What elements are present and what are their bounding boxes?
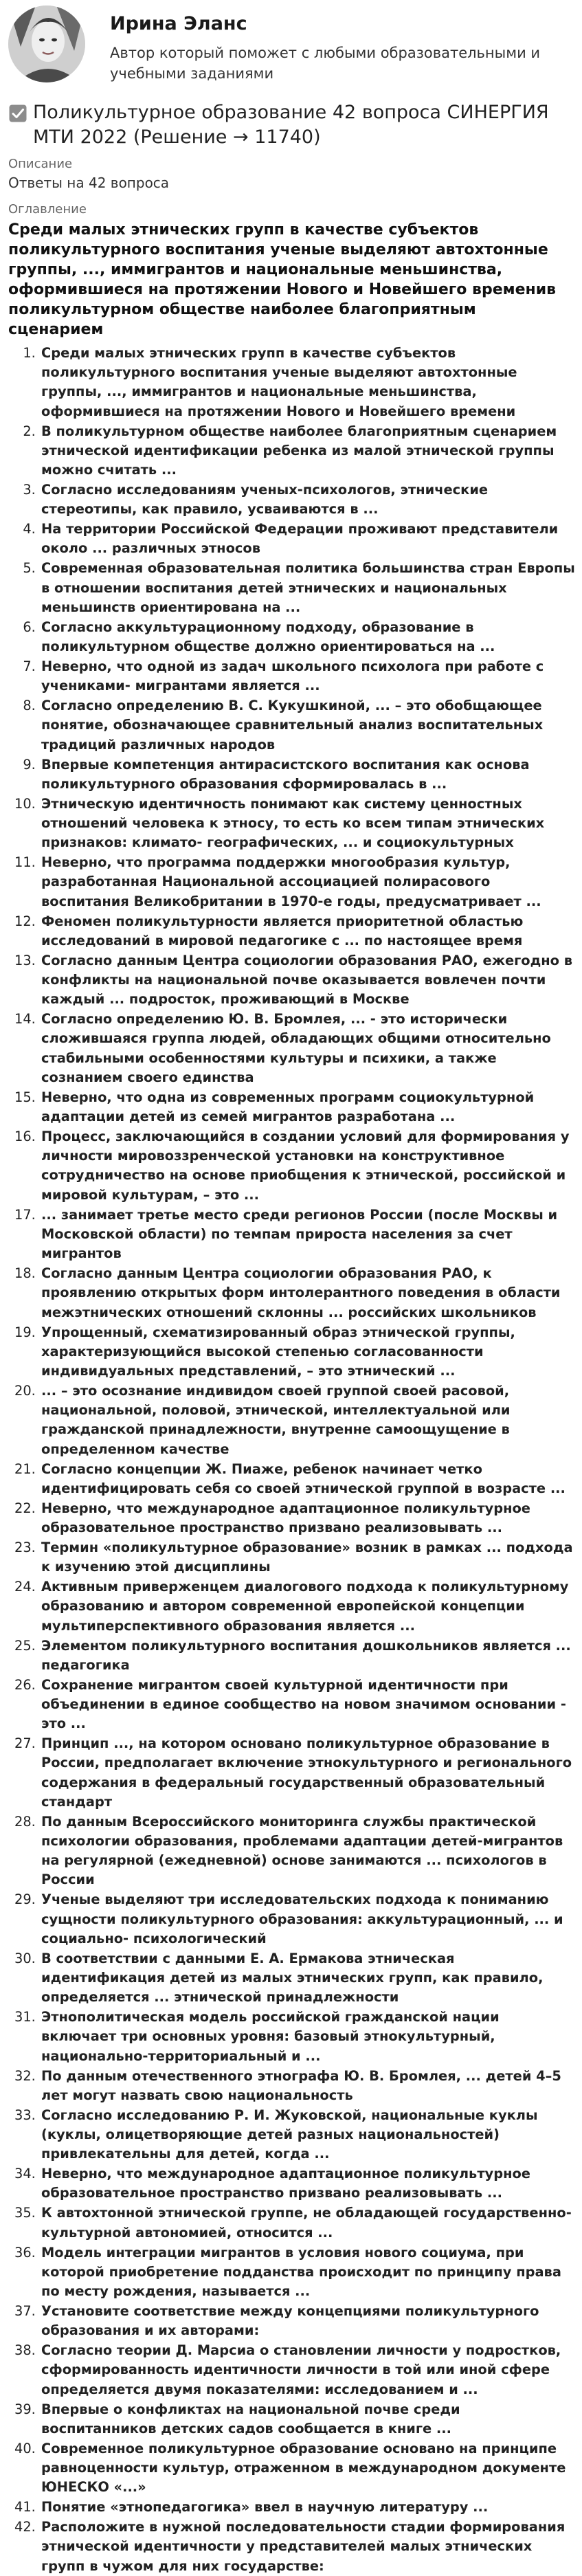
list-item: 28. По данным Всероссийского мониторинга службы практической психологии образования, проблемами адаптации детей-мигрантов на регулярной (ежедневной) основе занимаются ... психологов в России [40, 1812, 575, 1890]
list-item: 10. Этническую идентичность понимают как систему ценностных отношений человека к этносу, то есть ко всем типам этнических признаков: климато- географических, ... и социокультурных [40, 795, 575, 853]
list-item: 38. Согласно теории Д. Марсиа о становлении личности у подростков, сформированность идентичности личности в той или иной сфере определяется двумя показателями: исследованием и ... [40, 2341, 575, 2399]
list-item: 37. Установите соответствие между концепциями поликультурного образования и их авторами: [40, 2302, 575, 2340]
list-item: 12. Феномен поликультурности является приоритетной областью исследований в мировой педагогике с ... по настоящее время [40, 912, 575, 951]
list-item: 25. Элементом поликультурного воспитания дошкольников является ... педагогика [40, 1636, 575, 1675]
list-item: 29. Ученые выделяют три исследовательских подхода к пониманию сущности поликультурного образования: аккультурационный, ... и социально- психологический [40, 1890, 575, 1948]
author-info [110, 5, 575, 84]
list-item: 36. Модель интеграции мигрантов в условия нового социума, при которой приобретение подданства происходит по принципу права по месту рождения, называется ... [40, 2243, 575, 2302]
list-item: 6. Согласно аккультурационному подходу, образование в поликультурном обществе должно ориентироваться на ... [40, 618, 575, 656]
list-item: 26. Сохранение мигрантом своей культурной идентичности при объединении в единое сообщество на новом значимом основании - это ... [40, 1676, 575, 1734]
list-item: 21. Согласно концепции Ж. Пиаже, ребенок начинает четко идентифицировать себя со своей этнической группой в возрасте ... [40, 1460, 575, 1498]
list-item: 30. В соответствии с данными Е. А. Ермакова этническая идентификация детей из малых этнических групп, как правило, определяется ... этнической принадлежности [40, 1949, 575, 2008]
list-item: 17. ... занимает третье место среди регионов России (после Москвы и Московской области) по темпам прироста населения за счет мигрантов [40, 1206, 575, 1264]
list-item: 13. Согласно данным Центра социологии образования РАО, ежегодно в конфликты на национальной почве оказывается вовлечен почти каждый ... подросток, проживающий в Москве [40, 951, 575, 1010]
list-item: 2. В поликультурном обществе наиболее благоприятным сценарием этнической идентификации ребенка из малой этнической группы можно считать ... [40, 422, 575, 480]
list-item: 40. Современное поликультурное образование основано на принципе равноценности культур, отраженном в международном документе ЮНЕСКО «...» [40, 2439, 575, 2498]
list-item: 35. К автохтонной этнической группе, не обладающей государственно-культурной автономией, относится ... [40, 2203, 575, 2242]
list-item: 23. Термин «поликультурное образование» возник в рамках ... подхода к изучению этой дисциплины [40, 1538, 575, 1577]
list-item: 18. Согласно данным Центра социологии образования РАО, к проявлению открытых форм интолерантного поведения в области межэтнических отношений склонны ... российских школьников [40, 1264, 575, 1322]
question-list [8, 344, 575, 2576]
list-item: 16. Процесс, заключающийся в создании условий для формирования у личности мировоззренческой установки на конструктивное сотрудничество на основе приобщения к этнической, российской и мировой культурам, – это ... [40, 1127, 575, 1205]
list-item: 15. Неверно, что одна из современных программ социокультурной адаптации детей из семей мигрантов разработана ... [40, 1088, 575, 1126]
author-description: Автор который поможет с любыми образовательными и учебными заданиями [110, 45, 541, 82]
list-item: 34. Неверно, что международное адаптационное поликультурное образовательное пространство призвано реализовывать ... [40, 2164, 575, 2203]
list-item: 11. Неверно, что программа поддержки многообразия культур, разработанная Национальной ассоциацией полирасового воспитания Великобритании в 1970-е годы, предусматривает ... [40, 853, 575, 911]
list-item: 14. Согласно определению Ю. В. Бромлея, ... - это исторически сложившаяся группа людей, обладающих общими относительно стабильными особенностями культуры и психики, а также сознанием своего единства [40, 1010, 575, 1087]
list-item: 22. Неверно, что международное адаптационное поликультурное образовательное пространство призвано реализовывать ... [40, 1499, 575, 1537]
checkmark-icon [8, 104, 27, 123]
list-item: 42. Расположите в нужной последовательности стадии формирования этнической идентичности у представителей малых этнических групп в чужом для них государстве: [40, 2518, 575, 2576]
description-label: Описание [8, 157, 73, 171]
avatar[interactable] [8, 5, 85, 82]
toc-label: Оглавление [8, 202, 87, 216]
list-item: 39. Впервые о конфликтах на национальной почве среди воспитанников детских садов сообщается в книге ... [40, 2400, 575, 2439]
document-title [8, 100, 575, 150]
list-item: 7. Неверно, что одной из задач школьного психолога при работе с учениками- мигрантами является ... [40, 657, 575, 696]
list-item: 32. По данным отечественного этнографа Ю. В. Бромлея, ... детей 4–5 лет могут назвать свою национальность [40, 2067, 575, 2105]
author-name[interactable]: Ирина Эланс [110, 13, 247, 34]
list-item: 20. ... – это осознание индивидом своей группой своей расовой, национальной, половой, этнической, интеллектуальной или гражданской принадлежности, внутренне самоощущение в определенном качестве [40, 1381, 575, 1459]
author-card [8, 5, 575, 91]
list-item: 19. Упрощенный, схематизированный образ этнической группы, характеризующийся высокой степенью согласованности индивидуальных представлений, – это этнический ... [40, 1323, 575, 1381]
list-item: 33. Согласно исследованию Р. И. Жуковской, национальные куклы (куклы, олицетворяющие детей разных национальностей) привлекательны для детей, когда ... [40, 2106, 575, 2164]
list-item: 24. Активным приверженцем диалогового подхода к поликультурному образованию и автором современной европейской концепции мультиперспективного образования является ... [40, 1577, 575, 1636]
list-item: 8. Согласно определению В. С. Кукушкиной, ... – это обобщающее понятие, обозначающее сравнительный анализ воспитательных традиций различных народов [40, 696, 575, 755]
list-item: 1. Среди малых этнических групп в качестве субъектов поликультурного воспитания ученые выделяют автохтонные группы, ..., иммигрантов и национальные меньшинства, оформившиеся на протяжении Нового и Новейшего времени [40, 344, 575, 421]
list-item: 9. Впервые компетенция антирасистского воспитания как основа поликультурного образования сформировалась в ... [40, 755, 575, 794]
toc-heading: Среди малых этнических групп в качестве субъектов поликультурного воспитания ученые выделяют автохтонные группы, ..., иммигрантов и национальные меньшинства, оформившиеся на протяжении Нового и Новейшего временив поликультурном обществе наиболее благоприятным сценарием [8, 221, 557, 338]
description-value: Ответы на 42 вопроса [8, 175, 170, 191]
list-item: 4. На территории Российской Федерации проживают представители около ... различных этносов [40, 520, 575, 558]
list-item: 41. Понятие «этнопедагогика» ввел в научную литературу ... [40, 2498, 575, 2517]
list-item: 31. Этнополитическая модель российской гражданской нации включает три основных уровня: базовый этнокультурный, национально-территориальный и ... [40, 2008, 575, 2066]
list-item: 5. Современная образовательная политика большинства стран Европы в отношении воспитания детей этнических и национальных меньшинств ориентирована на ... [40, 559, 575, 617]
list-item: 3. Согласно исследованиям ученых-психологов, этнические стереотипы, как правило, усваиваются в ... [40, 480, 575, 519]
document-title-text: Поликультурное образование 42 вопроса СИНЕРГИЯ МТИ 2022 (Решение → 11740) [33, 102, 549, 148]
list-item: 27. Принцип ..., на котором основано поликультурное образование в России, предполагает включение этнокультурного и регионального содержания в федеральный государственный образовательный стандарт [40, 1734, 575, 1812]
author-photo-icon [8, 5, 85, 82]
